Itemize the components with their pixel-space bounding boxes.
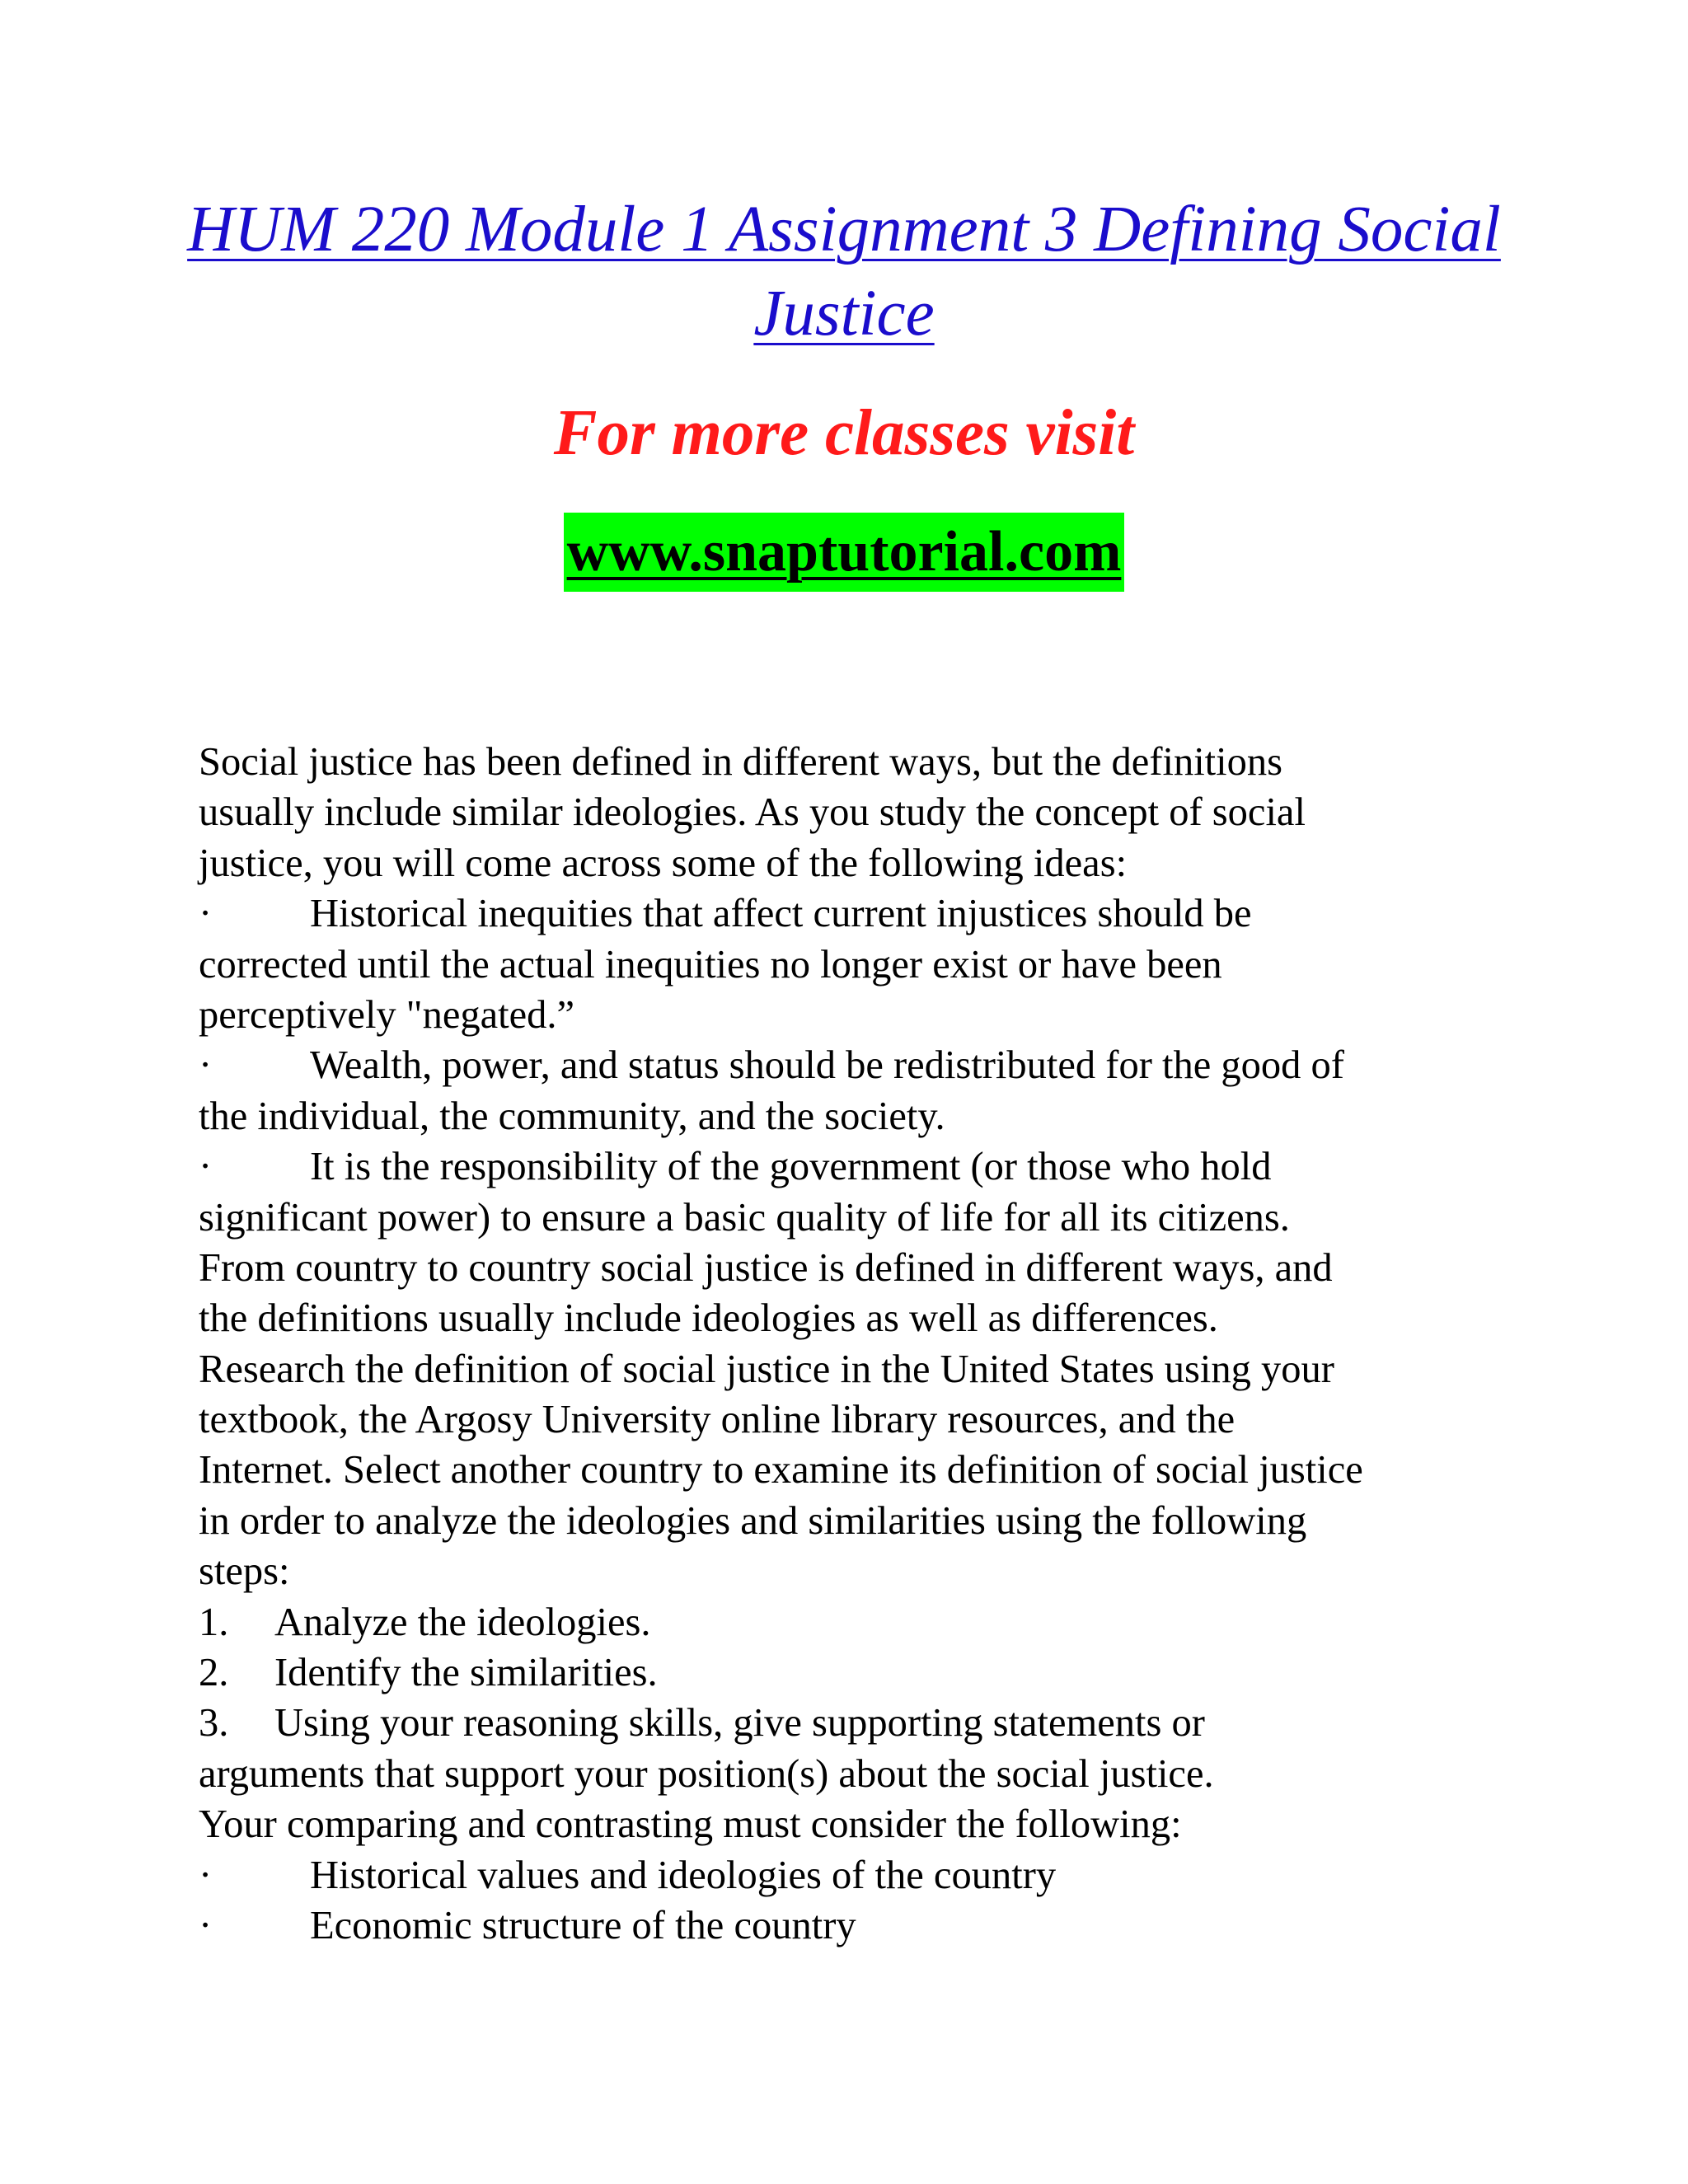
bullet-marker: · [199,1903,213,1947]
document-title-link[interactable]: HUM 220 Module 1 Assignment 3 Defining Social Justice [187,194,1501,349]
body-line [199,1698,1517,1748]
body-line [199,1597,1517,1647]
body-line-text: Economic structure of the country [310,1903,856,1947]
body-line [199,1091,1517,1141]
body-line-text: the individual, the community, and the society. [199,1094,945,1138]
body-line-text: the definitions usually include ideologies as well as differences. [199,1296,1218,1341]
body-line-text: justice, you will come across some of the following ideas: [199,841,1128,885]
body-line-text: Historical values and ideologies of the country [310,1853,1057,1897]
body-line-text: in order to analyze the ideologies and similarities using the following [199,1498,1307,1543]
body-line [199,1799,1517,1849]
body-line-text: Research the definition of social justice in the United States using your [199,1347,1334,1391]
bullet-marker: · [199,1043,213,1088]
bullet-marker: · [199,892,213,936]
body-line-text: Historical inequities that affect current injustices should be [310,892,1252,936]
body-line [199,1193,1517,1243]
body-line-text: Internet. Select another country to examine its definition of social justice [199,1448,1363,1493]
body-line-text: arguments that support your position(s) about the social justice. [199,1751,1214,1796]
website-link[interactable]: www.snaptutorial.com [564,513,1125,592]
body-line-text: usually include similar ideologies. As you study the concept of social [199,790,1306,835]
assignment-body [199,737,1517,1951]
body-line-text: steps: [199,1549,290,1594]
body-line [199,1850,1517,1900]
body-line [199,737,1517,787]
body-line [199,1647,1517,1698]
body-line-text: Wealth, power, and status should be redistributed for the good of [310,1043,1344,1088]
body-line [199,1496,1517,1546]
list-number: 2. [199,1651,229,1695]
body-line [199,888,1517,939]
body-line [199,1344,1517,1394]
body-line [199,787,1517,837]
body-line-text: Using your reasoning skills, give supporting statements or [274,1701,1205,1746]
list-number: 1. [199,1600,229,1644]
body-line [199,990,1517,1040]
body-line-text: Identify the similarities. [274,1651,658,1695]
body-line [199,940,1517,990]
body-line-text: Social justice has been defined in different ways, but the definitions [199,740,1282,784]
body-line-text: perceptively "negated.” [199,992,575,1037]
body-line-text: It is the responsibility of the government (or those who hold [310,1145,1272,1189]
body-line [199,838,1517,888]
body-line [199,1040,1517,1090]
body-line [199,1546,1517,1596]
bullet-marker: · [199,1853,213,1897]
body-line-text: Your comparing and contrasting must consider the following: [199,1802,1182,1847]
body-line [199,1445,1517,1495]
body-line-text: significant power) to ensure a basic quality of life for all its citizens. [199,1195,1290,1240]
body-line [199,1749,1517,1799]
body-line [199,1141,1517,1192]
list-number: 3. [199,1701,229,1746]
body-line [199,1394,1517,1445]
title-block [0,188,1688,356]
promo-subtitle: For more classes visit [553,397,1135,469]
bullet-marker: · [199,1145,213,1189]
body-line [199,1243,1517,1293]
website-block [0,513,1688,592]
body-line-text: textbook, the Argosy University online library resources, and the [199,1398,1236,1442]
body-line [199,1900,1517,1951]
body-line-text: From country to country social justice is defined in different ways, and [199,1245,1333,1290]
body-line-text: Analyze the ideologies. [274,1600,651,1644]
body-line [199,1293,1517,1343]
body-line-text: corrected until the actual inequities no longer exist or have been [199,942,1222,987]
